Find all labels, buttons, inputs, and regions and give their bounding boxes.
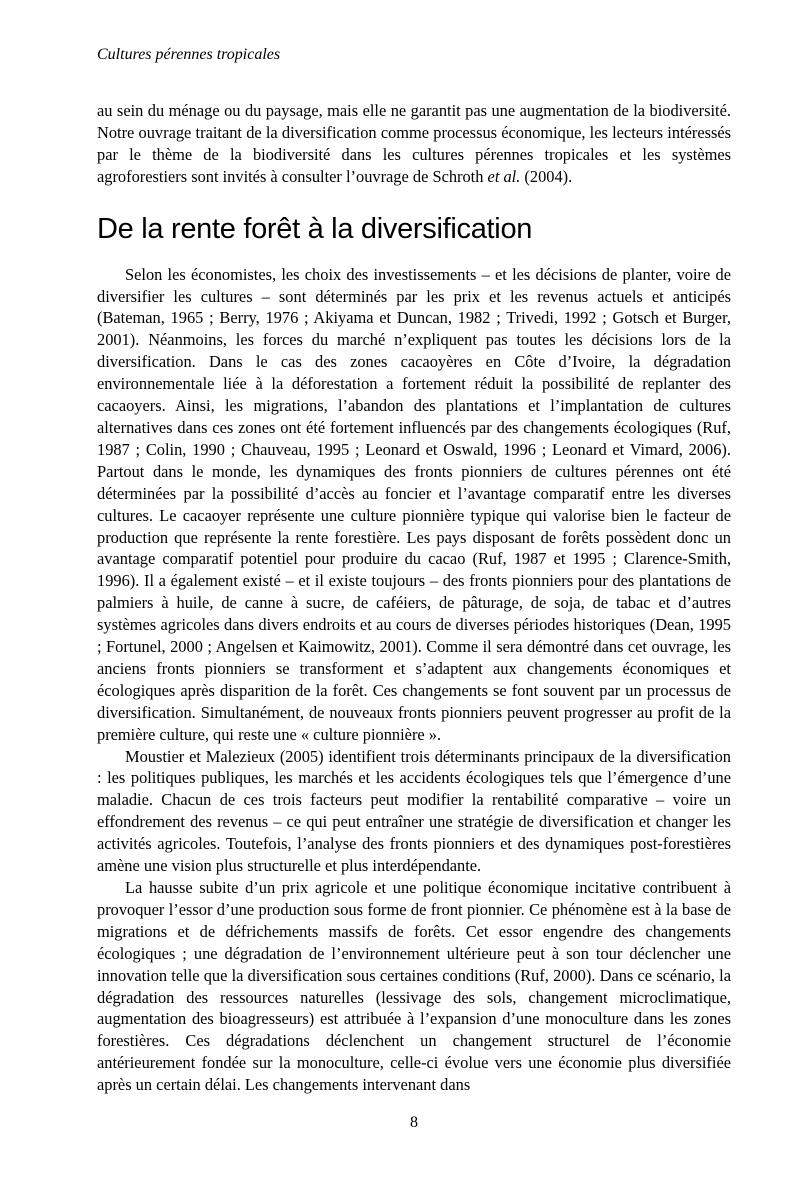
paragraph: [97, 746, 731, 877]
paragraph: [97, 877, 731, 1096]
intro-paragraphs: [97, 100, 731, 188]
page-number: 8: [410, 1114, 418, 1131]
text-segment: au sein du ménage ou du paysage, mais elle ne garantit pas une augmentation de la biodiversité. Notre ouvrage traitant de la diversification comme processus économique, les lecteurs intéressés par le thème de la biodiversité dans les cultures pérennes tropicales et les systèmes agroforestiers sont invités à consulter l’ouvrage de Schroth: [97, 101, 731, 186]
paragraph: [97, 100, 731, 188]
running-header: Cultures pérennes tropicales: [97, 46, 281, 63]
text-segment: Moustier et Malezieux (2005) identifient trois déterminants principaux de la diversification : les politiques publiques, les marchés et les accidents écologiques tels que l’émergence d’une maladie. Chacun de ces trois facteurs peut modifier la rentabilité comparative – voire un effondrement des revenus – ce qui peut entraîner une stratégie de diversification et changer les activités agricoles. Toutefois, l’analyse des fronts pionniers et des dynamiques post-forestières amène une vision plus structurelle et plus interdépendante.: [97, 746, 731, 876]
section-heading: De la rente forêt à la diversification: [97, 212, 533, 245]
text-segment: (2004).: [520, 166, 573, 186]
italic-text-segment: et al.: [487, 166, 521, 186]
text-segment: Selon les économistes, les choix des investissements – et les décisions de planter, voire de diversifier les cultures – sont déterminés par les prix et les revenus actuels et anticipés (Bateman, 1965 ; Berry, 1976 ; Akiyama et Duncan, 1982 ; Trivedi, 1992 ; Gotsch et Burger, 2001). Néanmoins, les forces du marché n’expliquent pas toutes les décisions lors de la diversification. Dans le cas des zones cacaoyères en Côte d’Ivoire, la dégradation environnementale liée à la déforestation a fortement réduit la possibilité de replanter des cacaoyers. Ainsi, les migrations, l’abandon des plantations et l’implantation de cultures alternatives dans ces zones ont été fortement influencés par des changements écologiques (Ruf, 1987 ; Colin, 1990 ; Chauveau, 1995 ; Leonard et Oswald, 1996 ; Leonard et Vimard, 2006). Partout dans le monde, les dynamiques des fronts pionniers de cultures pérennes ont été déterminées par la possibilité d’accès au foncier et l’avantage comparatif entre les diverses cultures. Le cacaoyer représente une culture pionnière typique qui valorise bien le facteur de production que représente la rente forestière. Les pays disposant de forêts possèdent donc un avantage comparatif potentiel pour produire du cacao (Ruf, 1987 et 1995 ; Clarence-Smith, 1996). Il a également existé – et il existe toujours – des fronts pionniers pour des plantations de palmiers à huile, de canne à sucre, de caféiers, de pâturage, de soja, de tabac et d’autres systèmes agricoles dans divers endroits et au cours de diverses périodes historiques (Dean, 1995 ; Fortunel, 2000 ; Angelsen et Kaimowitz, 2001). Comme il sera démontré dans cet ouvrage, les anciens fronts pionniers se transforment et s’adaptent aux changements économiques et écologiques après disparition de la forêt. Ces changements se font souvent par un processus de diversification. Simultanément, de nouveaux fronts pionniers peuvent progresser au profit de la première culture, qui reste une « culture pionnière ».: [97, 264, 731, 744]
text-column: [97, 45, 731, 1096]
text-segment: La hausse subite d’un prix agricole et une politique économique incitative contribuent à provoquer l’essor d’une production sous forme de front pionnier. Ce phénomène est à la base de migrations et de défrichements massifs de forêts. Cet essor engendre des changements écologiques ; une dégradation de l’environnement ultérieure peut à son tour déclencher une innovation telle que la diversification sous certaines conditions (Ruf, 2000). Dans ce scénario, la dégradation des ressources naturelles (lessivage des sols, changement microclimatique, augmentation des bioagresseurs) est attribuée à l’expansion d’une monoculture dans les zones forestières. Ces dégradations déclenchent un changement structurel de l’économie antérieurement fondée sur la monoculture, celle-ci évolue vers une économie plus diversifiée après un certain délai. Les changements intervenant dans: [97, 878, 731, 1095]
paragraph: [97, 264, 731, 746]
body-paragraphs: [97, 264, 731, 1096]
